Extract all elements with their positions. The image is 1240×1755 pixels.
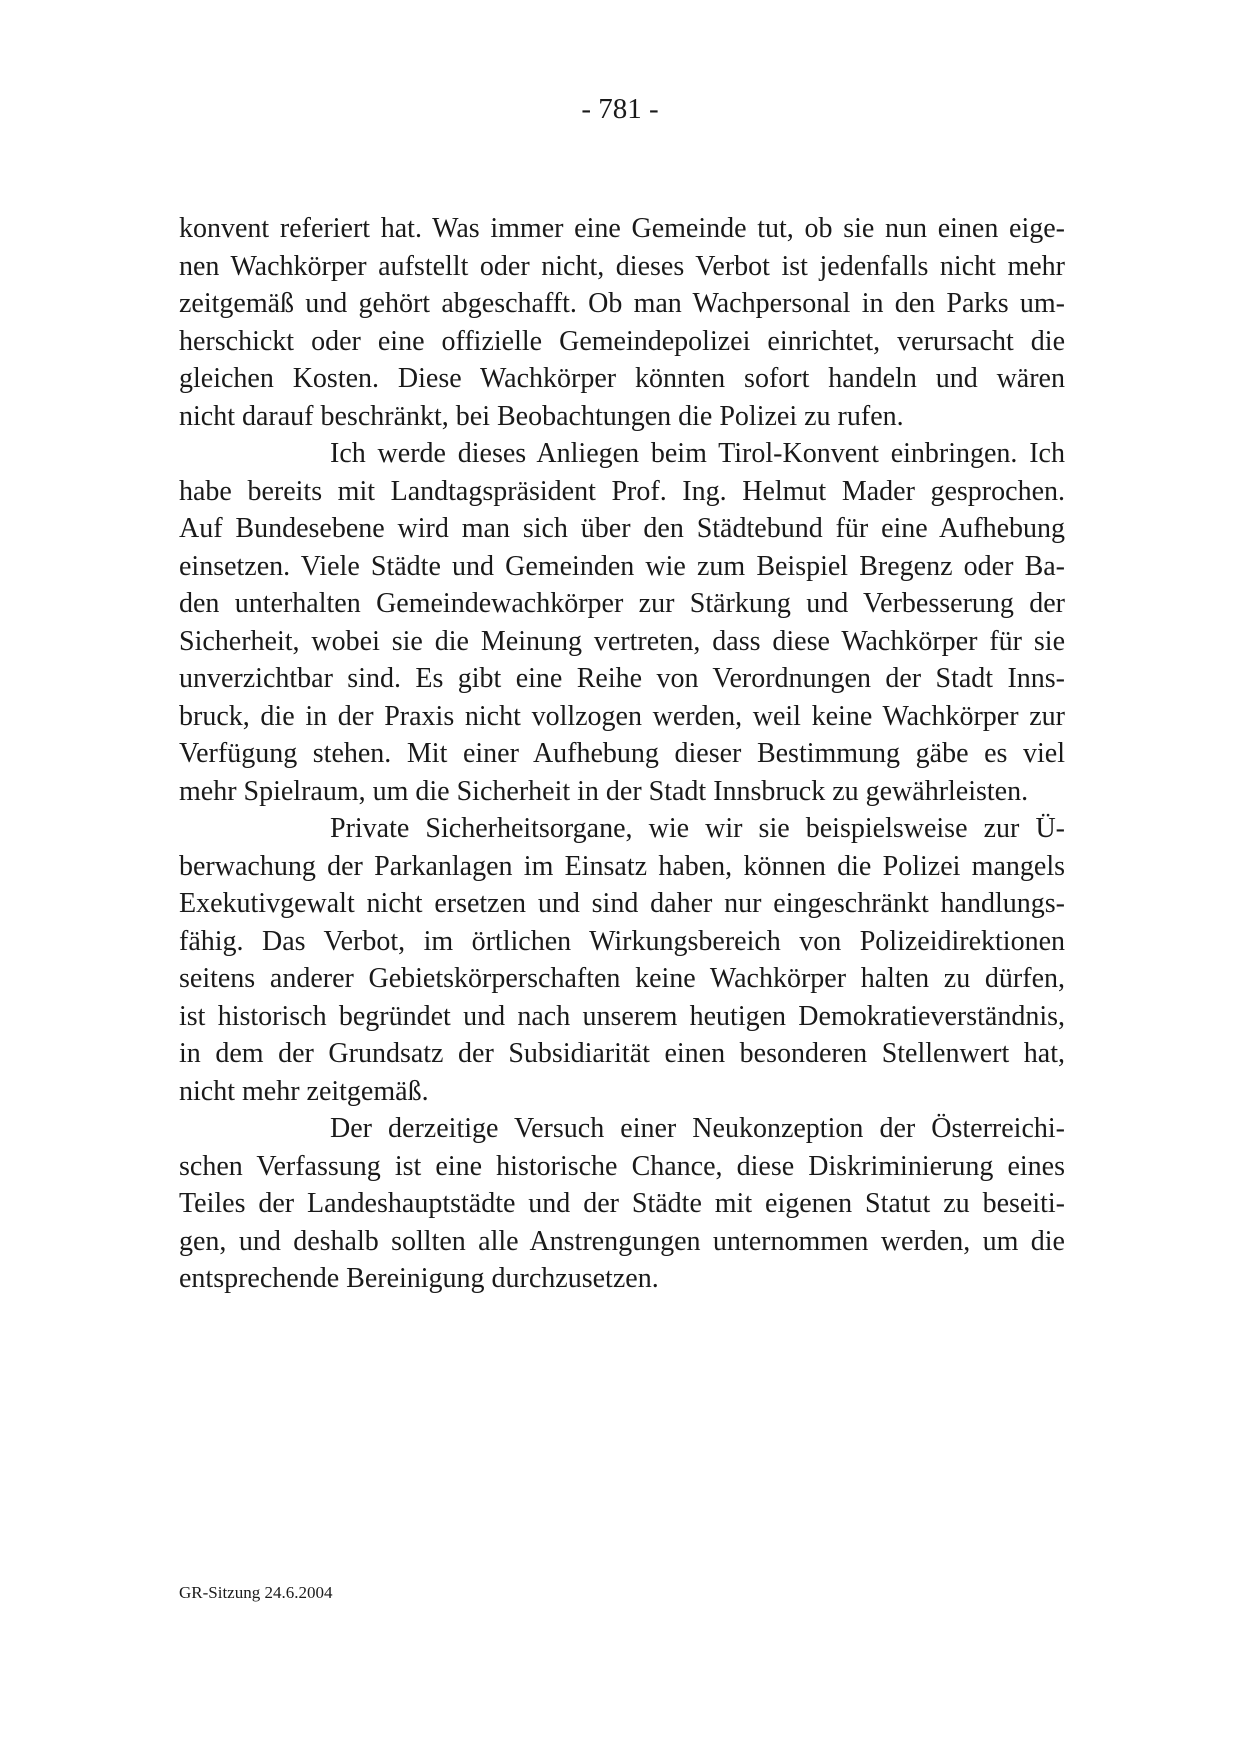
text-line: nicht mehr zeitgemäß. <box>179 1075 429 1107</box>
text-line: berwachung der Parkanlagen im Einsatz haben, können die Polizei mangels <box>179 850 1065 882</box>
footer-session-date: GR-Sitzung 24.6.2004 <box>179 1583 333 1602</box>
page-number: - 781 - <box>581 93 659 125</box>
text-line: Der derzeitige Versuch einer Neukonzeption der Österreichi- <box>330 1113 1065 1144</box>
text-line: Verfügung stehen. Mit einer Aufhebung dieser Bestimmung gäbe es viel <box>179 738 1065 769</box>
text-line: Sicherheit, wobei sie die Meinung vertreten, dass diese Wachkörper für sie <box>179 625 1065 657</box>
text-line: seitens anderer Gebietskörperschaften keine Wachkörper halten zu dürfen, <box>179 963 1065 994</box>
text-line: Auf Bundesebene wird man sich über den Städtebund für eine Aufhebung <box>179 513 1065 544</box>
text-line: Private Sicherheitsorgane, wie wir sie beispielsweise zur Ü- <box>330 813 1065 844</box>
text-line: fähig. Das Verbot, im örtlichen Wirkungsbereich von Polizeidirektionen <box>179 925 1065 957</box>
text-line: Ich werde dieses Anliegen beim Tirol-Konvent einbringen. Ich <box>330 438 1065 469</box>
text-line: nen Wachkörper aufstellt oder nicht, dieses Verbot ist jedenfalls nicht mehr <box>179 250 1065 282</box>
text-line: Exekutivgewalt nicht ersetzen und sind daher nur eingeschränkt handlungs- <box>179 888 1065 919</box>
text-line: ist historisch begründet und nach unserem heutigen Demokratieverständnis, <box>179 1000 1065 1032</box>
text-line: unverzichtbar sind. Es gibt eine Reihe von Verordnungen der Stadt Inns- <box>179 663 1065 694</box>
text-line: zeitgemäß und gehört abgeschafft. Ob man Wachpersonal in den Parks um- <box>179 288 1065 319</box>
text-line: habe bereits mit Landtagspräsident Prof. Ing. Helmut Mader gesprochen. <box>179 475 1065 507</box>
text-line: Teiles der Landeshauptstädte und der Städte mit eigenen Statut zu beseiti- <box>179 1188 1065 1219</box>
text-line: schen Verfassung ist eine historische Chance, diese Diskriminierung eines <box>179 1150 1065 1182</box>
text-line: entsprechende Bereinigung durchzusetzen. <box>179 1263 659 1294</box>
text-line: mehr Spielraum, um die Sicherheit in der Stadt Innsbruck zu gewährleisten. <box>179 775 1029 807</box>
text-line: den unterhalten Gemeindewachkörper zur Stärkung und Verbesserung der <box>179 588 1065 619</box>
text-line: gleichen Kosten. Diese Wachkörper könnten sofort handeln und wären <box>179 363 1065 394</box>
text-line: konvent referiert hat. Was immer eine Gemeinde tut, ob sie nun einen eige- <box>179 213 1065 244</box>
text-line: bruck, die in der Praxis nicht vollzogen werden, weil keine Wachkörper zur <box>179 700 1065 732</box>
text-line: einsetzen. Viele Städte und Gemeinden wie zum Beispiel Bregenz oder Ba- <box>179 550 1065 582</box>
body-text <box>179 210 1065 1298</box>
text-line: in dem der Grundsatz der Subsidiarität einen besonderen Stellenwert hat, <box>179 1038 1065 1069</box>
text-line: gen, und deshalb sollten alle Anstrengungen unternommen werden, um die <box>179 1225 1065 1257</box>
text-line: nicht darauf beschränkt, bei Beobachtungen die Polizei zu rufen. <box>179 400 904 432</box>
text-line: herschickt oder eine offizielle Gemeindepolizei einrichtet, verursacht die <box>179 325 1065 357</box>
